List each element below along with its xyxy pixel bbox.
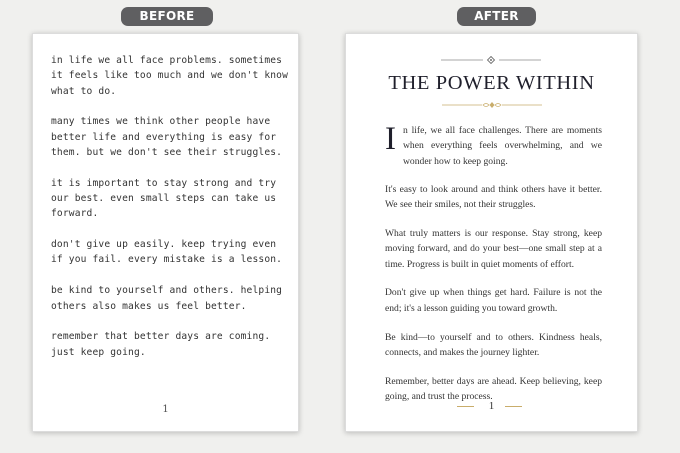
before-page-number: 1 bbox=[162, 404, 169, 415]
first-paragraph bbox=[385, 123, 602, 169]
drop-cap: I bbox=[385, 121, 396, 157]
before-label: BEFORE bbox=[121, 7, 213, 26]
before-page bbox=[32, 33, 299, 432]
before-paragraph: don't give up easily. keep trying even if you fail. every mistake is a lesson. bbox=[51, 239, 283, 266]
after-paragraph: Remember, better days are ahead. Keep believing, keep going, and trust the process. bbox=[385, 375, 602, 402]
page-number-rule-right bbox=[505, 406, 522, 407]
before-paragraph: remember that better days are coming. just keep going. bbox=[51, 331, 271, 358]
gold-ornament-divider bbox=[442, 101, 542, 109]
before-paragraph: it is important to stay strong and try our best. even small steps can take us forward. bbox=[51, 177, 277, 220]
after-paragraph: Don't give up when things get hard. Failure is not the end; it's a lesson guiding you toward growth. bbox=[385, 287, 602, 314]
after-text-block bbox=[385, 123, 602, 418]
after-paragraph: It's easy to look around and think others have it better. We see their smiles, not their struggles. bbox=[385, 184, 602, 211]
after-page bbox=[345, 33, 638, 432]
before-paragraph: in life we all face problems. sometimes it feels like too much and we don't know what to do. bbox=[51, 55, 289, 97]
first-paragraph-text: n life, we all face challenges. There are moments when everything feels overwhelming, and we wonder how to keep going. bbox=[403, 125, 602, 167]
before-paragraph: be kind to yourself and others. helping others also makes us feel better. bbox=[51, 285, 283, 312]
after-paragraph: What truly matters is our response. Stay strong, keep moving forward, and do your best—one small step at a time. Progress is built in quiet moments of effort. bbox=[385, 228, 602, 270]
after-page-number: 1 bbox=[488, 400, 495, 412]
after-paragraph: Be kind—to yourself and to others. Kindness heals, connects, and makes the journey lighter. bbox=[385, 331, 602, 358]
before-text-block bbox=[51, 53, 291, 375]
before-paragraph: many times we think other people have better life and everything is easy for them. but we don't see their struggles. bbox=[51, 116, 283, 158]
page-title: THE POWER WITHIN bbox=[388, 72, 595, 94]
top-ornament-divider bbox=[441, 56, 541, 64]
after-label: AFTER bbox=[457, 7, 536, 26]
